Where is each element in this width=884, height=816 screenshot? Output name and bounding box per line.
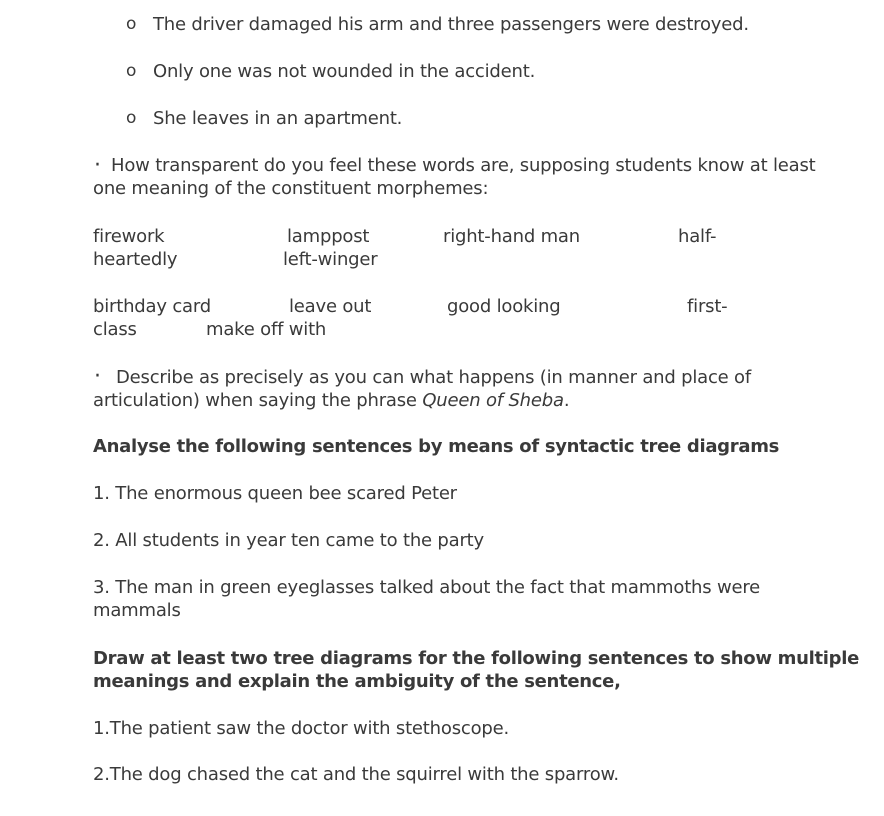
ambiguity-sentence-2: 2.The dog chased the cat and the squirrel with the sparrow.	[93, 764, 619, 785]
syntax-sentence-2: 2. All students in year ten came to the party	[93, 530, 484, 551]
word-right-hand-man: right-hand man	[443, 226, 580, 247]
word-half: half-	[678, 226, 717, 247]
word-birthday-card: birthday card	[93, 296, 211, 317]
sub-bullet-text-2: Only one was not wounded in the accident.	[153, 61, 536, 82]
sub-bullet-marker: o	[126, 61, 137, 81]
syntax-sentence-3-line1: 3. The man in green eyeglasses talked about the fact that mammoths were	[93, 577, 761, 598]
transparency-question-line1: How transparent do you feel these words are, supposing students know at least	[111, 155, 816, 176]
queen-of-sheba-phrase: Queen of Sheba	[422, 390, 564, 411]
syntax-sentence-3-line2: mammals	[93, 600, 181, 621]
ambiguity-sentence-1: 1.The patient saw the doctor with stethoscope.	[93, 718, 509, 739]
articulation-line2-suffix: .	[563, 390, 570, 411]
syntax-heading: Analyse the following sentences by means of syntactic tree diagrams	[93, 436, 780, 457]
word-good-looking: good looking	[447, 296, 561, 317]
word-first: first-	[687, 296, 728, 317]
sub-bullet-marker: o	[126, 14, 137, 34]
ambiguity-heading-line2: meanings and explain the ambiguity of the sentence,	[93, 671, 621, 692]
ambiguity-heading-line1: Draw at least two tree diagrams for the following sentences to show multiple	[93, 648, 859, 669]
word-lamppost: lamppost	[287, 226, 370, 247]
articulation-question-line2	[93, 390, 569, 411]
articulation-question-line1: Describe as precisely as you can what happens (in manner and place of	[116, 367, 751, 388]
articulation-line2-prefix: articulation) when saying the phrase	[93, 390, 423, 411]
word-left-winger: left-winger	[283, 249, 378, 270]
word-heartedly: heartedly	[93, 249, 178, 270]
sub-bullet-marker: o	[126, 108, 137, 128]
dot-bullet: ·	[94, 364, 101, 389]
word-leave-out: leave out	[289, 296, 372, 317]
transparency-question-line2: one meaning of the constituent morphemes:	[93, 178, 489, 199]
word-make-off-with: make off with	[206, 319, 327, 340]
word-class: class	[93, 319, 137, 340]
sub-bullet-text-1: The driver damaged his arm and three passengers were destroyed.	[153, 14, 749, 35]
syntax-sentence-1: 1. The enormous queen bee scared Peter	[93, 483, 457, 504]
sub-bullet-text-3: She leaves in an apartment.	[153, 108, 403, 129]
dot-bullet: ·	[94, 153, 101, 178]
word-firework: firework	[93, 226, 165, 247]
